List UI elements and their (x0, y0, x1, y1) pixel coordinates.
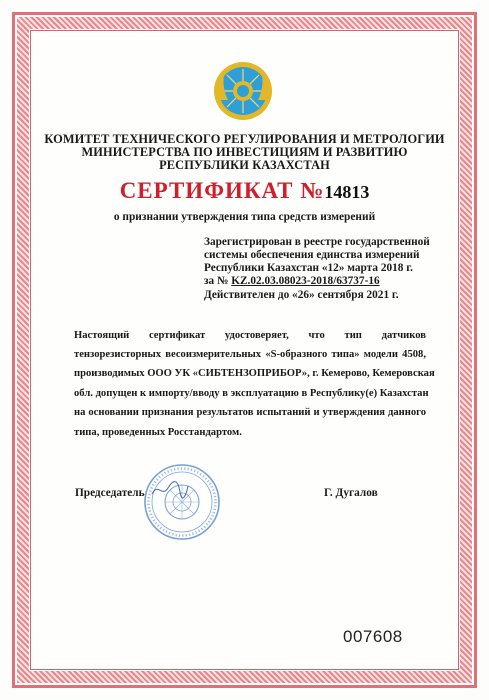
body-line: обл. допущен к импорту/вводу в эксплуатацию в Республику(е) Казахстан (74, 388, 429, 399)
registration-line-2: системы обеспечения единства измерений (204, 249, 420, 261)
registration-line-3: Республики Казахстан «12» марта 2018 г. (204, 262, 413, 274)
official-seal-stamp (142, 462, 222, 542)
issuer-line-1: КОМИТЕТ ТЕХНИЧЕСКОГО РЕГУЛИРОВАНИЯ И МЕТРОЛОГИИ (44, 132, 445, 146)
issuer-line-3: РЕСПУБЛИКИ КАЗАХСТАН (159, 158, 330, 172)
issuer-line-2: МИНИСТЕРСТВА ПО ИНВЕСТИЦИЯМ И РАЗВИТИЮ (81, 145, 408, 159)
serial-number: 007608 (343, 627, 403, 646)
body-line: тензорезисторных весоизмерительных «S-образного типа» модели 4508, (74, 349, 426, 360)
body-line: типа, проведенных Росстандартом. (74, 427, 242, 438)
body-line: Настоящий сертификат удостоверяет, что тип датчиков (74, 330, 426, 341)
certificate-title (40, 178, 449, 204)
certificate-number: 14813 (324, 182, 370, 202)
registration-number-prefix: за № (204, 275, 232, 287)
signatory-role: Председатель (75, 487, 145, 499)
body-line: на основании признания результатов испытаний и утверждения данного (74, 407, 426, 418)
signatory-name: Г. Дугалов (324, 487, 378, 499)
body-line: производимых ООО УК «СИБТЕНЗОПРИБОР», г. Кемерово, Кемеровская (74, 368, 435, 379)
certificate-subtitle: о признании утверждения типа средств измерений (113, 211, 376, 223)
registration-number: KZ.02.03.08023-2018/63737-16 (231, 275, 380, 287)
certificate-title-word: СЕРТИФИКАТ № (119, 178, 325, 203)
registration-line-1: Зарегистрирован в реестре государственной (204, 236, 430, 248)
handwritten-signature (150, 478, 190, 500)
kazakhstan-emblem-icon (212, 60, 274, 122)
validity-line: Действителен до «26» сентября 2021 г. (204, 289, 399, 301)
registration-line-4 (204, 275, 380, 287)
